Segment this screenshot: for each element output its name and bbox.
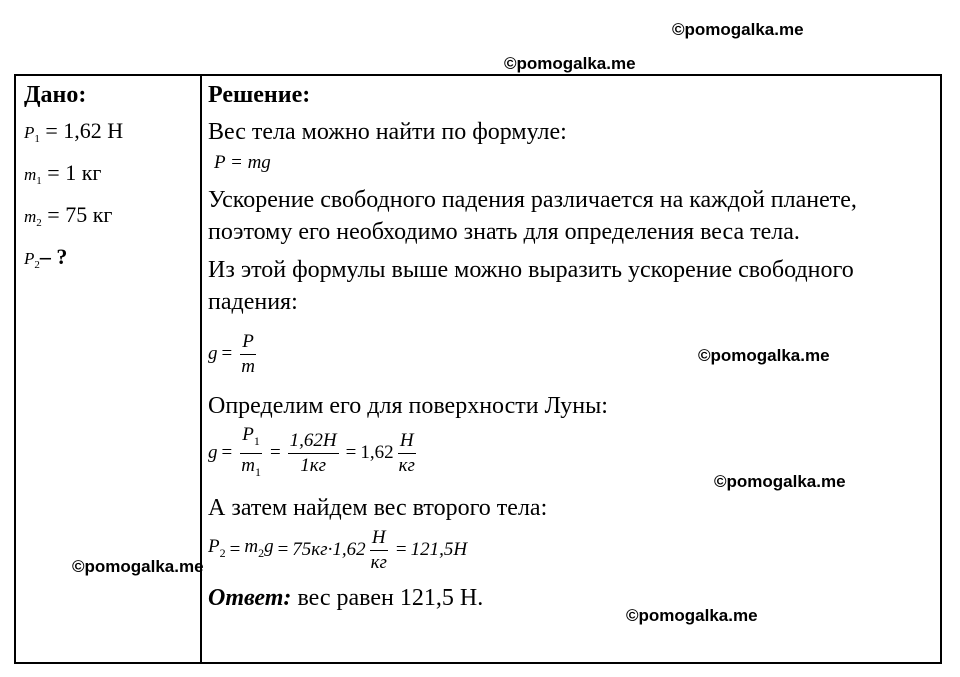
- column-divider: [200, 76, 202, 662]
- fraction-numerator: Н: [370, 526, 388, 551]
- solution-heading: Решение:: [208, 82, 311, 108]
- given-item: [24, 152, 194, 194]
- m-var: m: [244, 536, 259, 557]
- fraction: [369, 526, 389, 575]
- formula-value: 75кг·1,62: [292, 539, 366, 560]
- watermark: ©pomogalka.me: [698, 346, 830, 365]
- formula-value: 1,62: [360, 442, 394, 463]
- formula-eq: =: [221, 343, 233, 364]
- given-sub: 2: [36, 217, 42, 229]
- answer-text: вес равен 121,5 Н.: [291, 585, 484, 611]
- watermark: ©pomogalka.me: [626, 606, 758, 625]
- formula-g-moon: [208, 424, 936, 482]
- answer-line: [208, 582, 936, 614]
- formula-eq: =: [345, 442, 357, 463]
- solution-text: Вес тела можно найти по формуле:: [208, 119, 567, 145]
- given-var: m: [24, 165, 37, 184]
- solution-text: Определим его для поверхности Луны:: [208, 393, 608, 419]
- fraction-denominator: кг: [398, 454, 415, 476]
- formula-weight: P = mg: [214, 152, 271, 173]
- given-var: m: [24, 207, 37, 226]
- formula-g: [208, 326, 936, 382]
- given-value: = 1,62 Н: [39, 118, 124, 143]
- given-sub: 1: [36, 175, 42, 187]
- given-value: = 75 кг: [41, 202, 113, 227]
- formula-eq: =: [277, 539, 289, 560]
- formula-eq: =: [221, 442, 233, 463]
- num-sub: 1: [253, 433, 260, 448]
- given-var: P: [24, 123, 35, 142]
- solution-text: Из этой формулы выше можно выразить ускорение свободного падения:: [208, 257, 854, 315]
- g-var: g: [264, 536, 274, 557]
- given-heading: Дано:: [24, 82, 87, 108]
- lhs-var: P: [208, 536, 220, 557]
- fraction-denominator: [239, 454, 263, 484]
- given-sub: 1: [34, 133, 40, 145]
- formula-lhs: [208, 533, 226, 567]
- lhs-sub: 2: [219, 546, 226, 560]
- given-value: – ?: [39, 244, 68, 269]
- fraction-denominator: 1кг: [300, 454, 327, 476]
- solution-column: [208, 80, 936, 614]
- fraction-numerator: Н: [398, 429, 416, 454]
- m-sub: 2: [258, 546, 265, 560]
- answer-label: Ответ:: [208, 585, 292, 611]
- formula-lhs: g: [208, 343, 218, 364]
- given-var: P: [24, 249, 35, 268]
- solution-text: Ускорение свободного падения различается на каждой планете, поэтому его необходимо знать для определения веса тела.: [208, 187, 857, 245]
- given-column: [24, 80, 194, 278]
- fraction-denominator: кг: [370, 551, 387, 573]
- watermark: ©pomogalka.me: [714, 472, 846, 491]
- formula-eq: =: [229, 539, 241, 560]
- watermark: ©pomogalka.me: [72, 557, 204, 576]
- solution-text: А затем найдем вес второго тела:: [208, 495, 548, 521]
- given-sub: 2: [34, 259, 40, 271]
- fraction-denominator: m: [241, 355, 255, 377]
- problem-table: [14, 74, 942, 664]
- num-var: P: [242, 423, 254, 445]
- given-item: [24, 194, 194, 236]
- formula-eq: =: [395, 539, 407, 560]
- den-sub: 1: [254, 464, 261, 479]
- den-var: m: [241, 454, 255, 476]
- fraction: [397, 429, 417, 478]
- watermark: ©pomogalka.me: [504, 54, 636, 73]
- given-item: [24, 110, 194, 152]
- given-item: [24, 236, 194, 278]
- fraction-numerator: 1,62Н: [288, 429, 339, 454]
- formula-weight-2: [208, 524, 936, 576]
- fraction: [239, 330, 257, 379]
- formula-lhs: g: [208, 442, 218, 463]
- formula-result: 121,5Н: [410, 539, 468, 560]
- fraction-numerator: P: [240, 330, 256, 355]
- watermark: ©pomogalka.me: [672, 20, 804, 39]
- mass-term: [244, 533, 273, 567]
- fraction-numerator: [240, 423, 262, 454]
- formula-eq: =: [269, 442, 281, 463]
- fraction: [288, 429, 339, 478]
- fraction: [239, 423, 263, 484]
- given-value: = 1 кг: [41, 160, 102, 185]
